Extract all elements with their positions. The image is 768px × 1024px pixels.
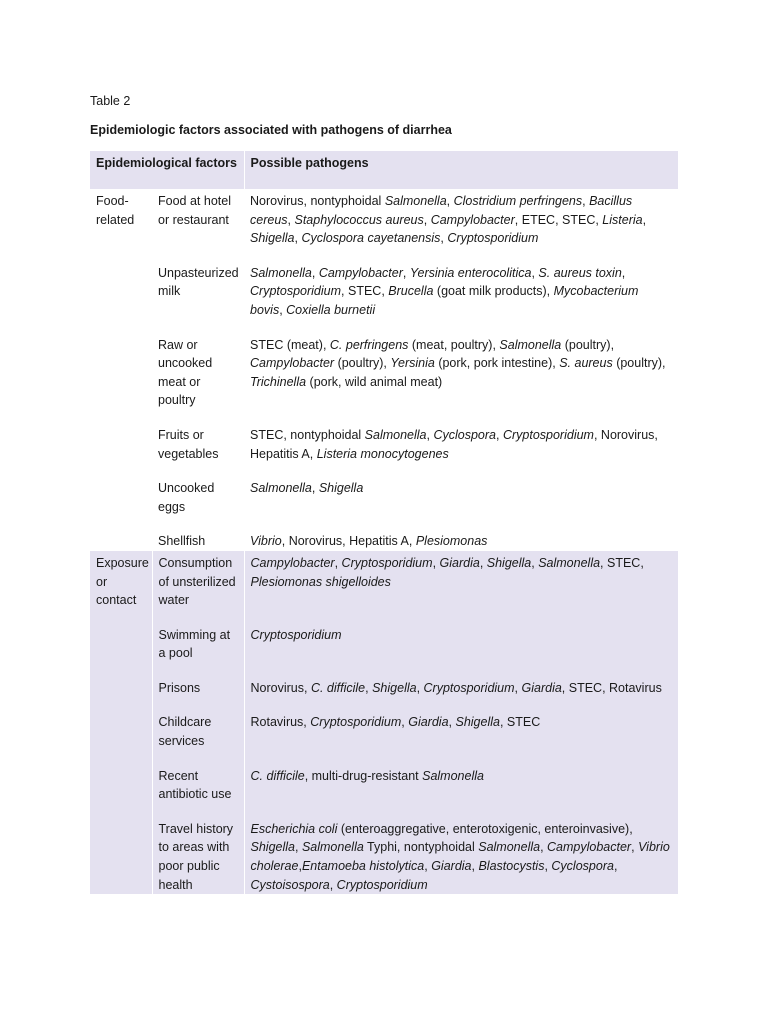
- table-row: [90, 697, 678, 750]
- factor-cell: Food at hotel or restaurant: [158, 194, 231, 227]
- pathogens-cell: Escherichia coli (enteroaggregative, enterotoxigenic, enteroinvasive), Shigella, Salmonella Typhi, nontyphoidal Salmonella, Campylobacter, Vibrio cholerae,Entamoeba histolytica, Giardia, Blastocystis, Cyclospora, Cystoisospora, Cryptosporidium: [250, 821, 670, 892]
- table-row: [90, 463, 678, 516]
- table-row: [90, 610, 678, 663]
- factor-cell: Childcare services: [152, 697, 244, 750]
- pathogens-cell: STEC, nontyphoidal Salmonella, Cyclospora, Cryptosporidium, Norovirus, Hepatitis A, Listeria monocytogenes: [250, 427, 658, 461]
- header-factors: Epidemiological factors: [90, 151, 244, 189]
- factor-cell: Prisons: [152, 663, 244, 698]
- factor-cell: Recent antibiotic use: [152, 751, 244, 804]
- table-row: [90, 551, 678, 610]
- pathogens-cell: C. difficile, multi-drug-resistant Salmonella: [250, 768, 484, 783]
- category-cell: Exposure or contact: [90, 551, 152, 894]
- table-row: [90, 751, 678, 804]
- pathogens-cell: Salmonella, Campylobacter, Yersinia enterocolitica, S. aureus toxin, Cryptosporidium, STEC, Brucella (goat milk products), Mycobacterium bovis, Coxiella burnetii: [250, 265, 639, 317]
- pathogens-cell: Vibrio, Norovirus, Hepatitis A, Plesiomonas: [250, 534, 488, 549]
- category-cell: Food-related: [96, 194, 135, 227]
- table-title: Epidemiologic factors associated with pathogens of diarrhea: [90, 123, 452, 137]
- table-row: [90, 320, 678, 410]
- factor-cell: Consumption of unsterilized water: [152, 551, 244, 610]
- table-label: Table 2: [90, 94, 131, 108]
- pathogens-cell: Rotavirus, Cryptosporidium, Giardia, Shigella, STEC: [250, 715, 541, 730]
- pathogens-cell: Norovirus, C. difficile, Shigella, Cryptosporidium, Giardia, STEC, Rotavirus: [250, 680, 662, 695]
- header-pathogens: Possible pathogens: [250, 156, 369, 170]
- table-row: [90, 516, 678, 551]
- table-row: [90, 804, 678, 894]
- factor-cell: Swimming at a pool: [152, 610, 244, 663]
- factor-cell: Uncooked eggs: [158, 481, 215, 514]
- table-header-row: [90, 151, 678, 189]
- table-row: [90, 410, 678, 463]
- table-row: [90, 663, 678, 698]
- factor-cell: Unpasteurized milk: [158, 265, 239, 299]
- factor-cell: Travel history to areas with poor public health: [152, 804, 244, 894]
- pathogens-cell: Norovirus, nontyphoidal Salmonella, Clostridium perfringens, Bacillus cereus, Staphylococcus aureus, Campylobacter, ETEC, STEC, Listeria, Shigella, Cyclospora cayetanensis, Cryptosporidium: [250, 194, 647, 246]
- factor-cell: Raw or uncooked meat or poultry: [158, 337, 213, 408]
- pathogens-cell: STEC (meat), C. perfringens (meat, poultry), Salmonella (poultry), Campylobacter (poultry), Yersinia (pork, pork intestine), S. aureus (poultry), Trichinella (pork, wild animal meat): [250, 337, 666, 389]
- pathogens-cell: Salmonella, Shigella: [250, 481, 364, 496]
- table-row: [90, 248, 678, 320]
- pathogen-table: [90, 151, 678, 894]
- factor-cell: Fruits or vegetables: [158, 427, 219, 461]
- pathogens-cell: Cryptosporidium: [250, 627, 342, 642]
- table-body: [90, 189, 678, 894]
- factor-cell: Shellfish: [158, 534, 206, 549]
- table-row: [90, 189, 678, 248]
- pathogens-cell: Campylobacter, Cryptosporidium, Giardia, Shigella, Salmonella, STEC, Plesiomonas shigelloides: [250, 555, 644, 589]
